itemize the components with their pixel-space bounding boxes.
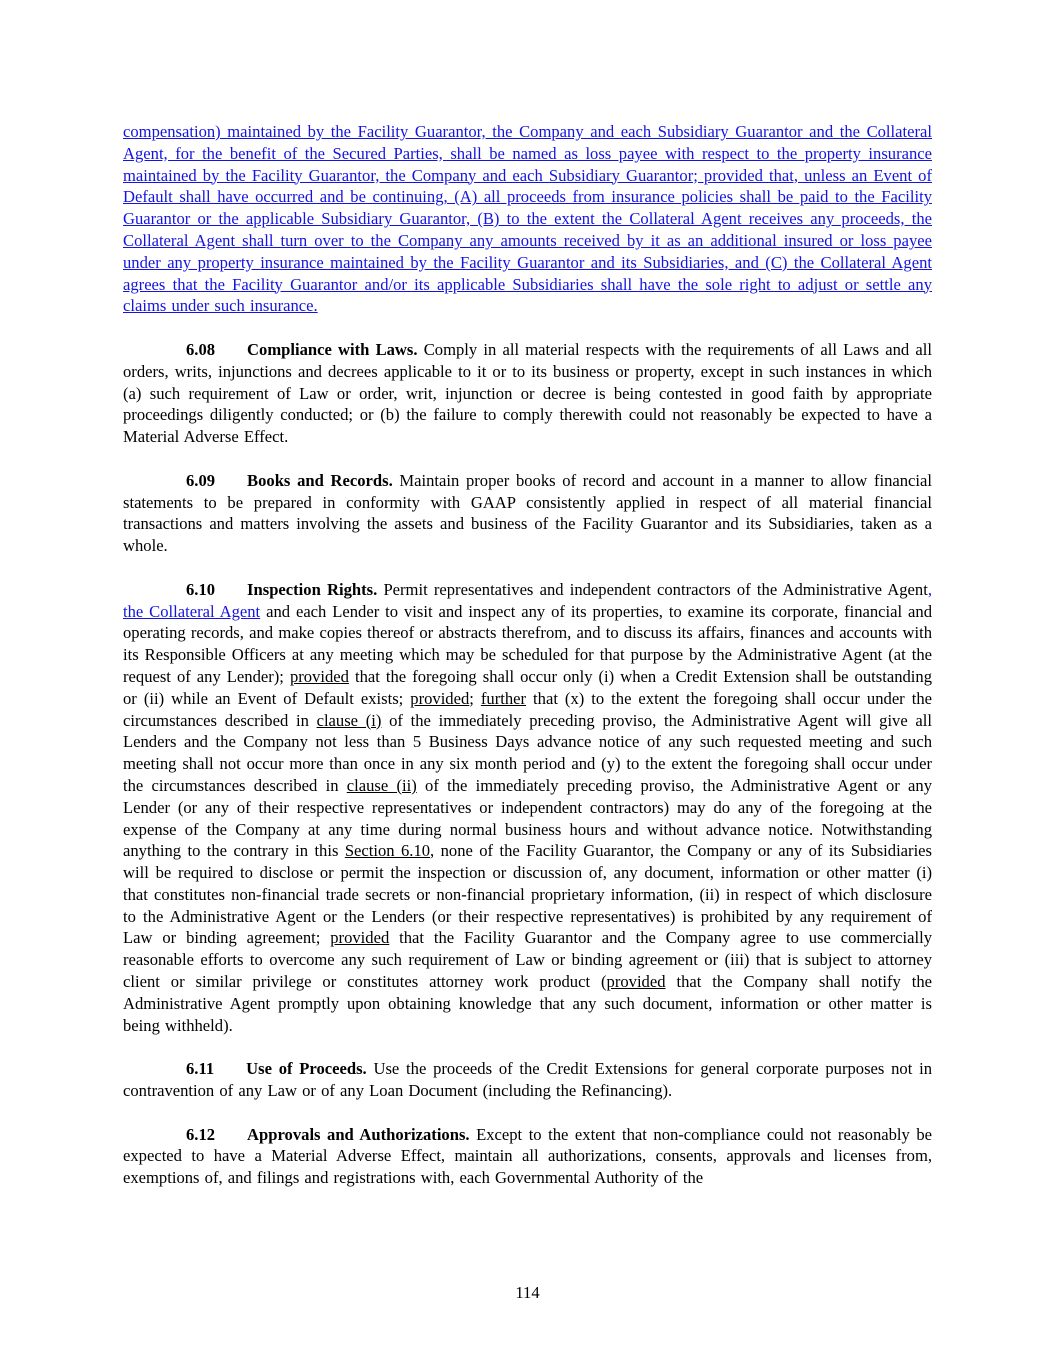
- document-content: [123, 121, 932, 1211]
- heading-text-run: Use of Proceeds.: [246, 1059, 367, 1079]
- page-number: 114: [515, 1283, 540, 1302]
- text-run: provided: [410, 688, 470, 708]
- text-run: Use the proceeds of the Credit Extensions for general corporate purposes not in contravention of any Law or of any Loan Document (including the Refinancing).: [123, 1059, 932, 1101]
- text-run: provided: [606, 972, 666, 992]
- heading-text-run: 6.11: [186, 1059, 215, 1079]
- text-run: provided: [289, 666, 349, 686]
- text-run: ;: [469, 688, 481, 708]
- text-run: that the Company shall notify the Administrative Agent promptly upon obtaining knowledge that any such document, information or other matter is being withheld).: [123, 972, 932, 1035]
- text-run: Permit representatives and independent contractors of the Administrative Agent: [377, 579, 928, 599]
- heading-text-run: Compliance with Laws.: [247, 339, 418, 359]
- text-run: clause (ii): [346, 775, 417, 795]
- inserted-text-run: , the Collateral Agent: [123, 579, 932, 621]
- paragraph-section-6-12: [123, 1124, 932, 1189]
- heading-text-run: 6.12: [186, 1124, 216, 1144]
- page-footer: [0, 1283, 1055, 1303]
- heading-text-run: Approvals and Authorizations.: [247, 1124, 470, 1144]
- text-run: and each Lender to visit and inspect any of its properties, to examine its corporate, financial and operating records, and make copies thereof or abstracts therefrom, and to discuss its affairs, finances and accounts with its Responsible Officers at any meeting which may be scheduled for that purpose by the Administrative Agent (at the request of any Lender);: [123, 601, 932, 686]
- text-run: Maintain proper books of record and account in a manner to allow financial statements to be prepared in conformity with GAAP consistently applied in respect of all material financial transactions and matters involving the assets and business of the Facility Guarantor and its Subsidiaries, taken as a whole.: [123, 470, 932, 556]
- paragraph-section-6-08: [123, 339, 932, 448]
- heading-text-run: 6.08: [186, 339, 216, 359]
- heading-text-run: Books and Records.: [247, 470, 393, 490]
- heading-text-run: 6.09: [186, 470, 216, 490]
- text-run: Comply in all material respects with the requirements of all Laws and all orders, writs, injunctions and decrees applicable to it or to its business or property, except in such instances in which (a) such requirement of Law or order, writ, injunction or decree is being contested in good faith by appropriate proceedings diligently conducted; or (b) the failure to comply therewith could not reasonably be expected to have a Material Adverse Effect.: [123, 339, 932, 447]
- text-run: further: [480, 688, 527, 708]
- text-run: of the immediately preceding proviso, the Administrative Agent will give all Lenders and the Company not less than 5 Business Days advance notice of any such requested meeting and such meeting shall not occur more than once in any six month period and (y) to the extent the foregoing shall occur under the circumstances described in: [123, 710, 932, 795]
- text-run: , none of the Facility Guarantor, the Company or any of its Subsidiaries will be required to disclose or permit the inspection or discussion of, any document, information or other matter (i) that constitutes non-financial trade secrets or non-financial proprietary information, (ii) in respect of which disclosure to the Administrative Agent or the Lenders (or their respective representatives) is prohibited by any requirement of Law or binding agreement;: [123, 841, 932, 948]
- heading-text-run: 6.10: [186, 579, 216, 599]
- text-run: Except to the extent that non-compliance could not reasonably be expected to have a Material Adverse Effect, maintain all authorizations, consents, approvals and licenses from, exemptions of, and filings and registrations with, each Governmental Authority of the: [123, 1124, 932, 1188]
- text-run: that the foregoing shall occur only (i) when a Credit Extension shall be outstanding or (ii) while an Event of Default exists;: [123, 666, 932, 708]
- text-run: that (x) to the extent the foregoing shall occur under the circumstances described in: [123, 688, 932, 730]
- paragraph-section-6-11: [123, 1058, 932, 1102]
- inserted-text-run: compensation) maintained by the Facility Guarantor, the Company and each Subsidiary Guarantor and the Collateral Agent, for the benefit of the Secured Parties, shall be named as loss payee with respect to the property insurance maintained by the Facility Guarantor, the Company and each Subsidiary Guarantor; provided that, unless an Event of Default shall have occurred and be continuing, (A) all proceeds from insurance policies shall be paid to the Facility Guarantor or the applicable Subsidiary Guarantor, (B) to the extent the Collateral Agent receives any proceeds, the Collateral Agent shall turn over to the Company any amounts received by it as an additional insured or loss payee under any property insurance maintained by the Facility Guarantor and its Subsidiaries, and (C) the Collateral Agent agrees that the Facility Guarantor and/or its applicable Subsidiaries shall have the sole right to adjust or settle any claims under such insurance.: [123, 122, 932, 316]
- heading-text-run: Inspection Rights.: [247, 579, 378, 599]
- paragraph-section-6-09: [123, 470, 932, 557]
- text-run: of the immediately preceding proviso, the Administrative Agent or any Lender (or any of their respective representatives or independent contractors) may do any of the foregoing at the expense of the Company at any time during normal business hours and without advance notice. Notwithstanding anything to the contrary in this: [123, 775, 933, 861]
- text-run: Section 6.10: [344, 841, 431, 861]
- paragraph-section-6-10: [123, 579, 932, 1037]
- text-run: provided: [330, 928, 390, 948]
- text-run: clause (i): [316, 710, 382, 730]
- text-run: that the Facility Guarantor and the Company agree to use commercially reasonable efforts to overcome any such requirement of Law or binding agreement or (iii) that is subject to attorney client or similar privilege or constitutes attorney work product (: [123, 928, 932, 992]
- paragraph-insurance-continuation: [123, 121, 932, 317]
